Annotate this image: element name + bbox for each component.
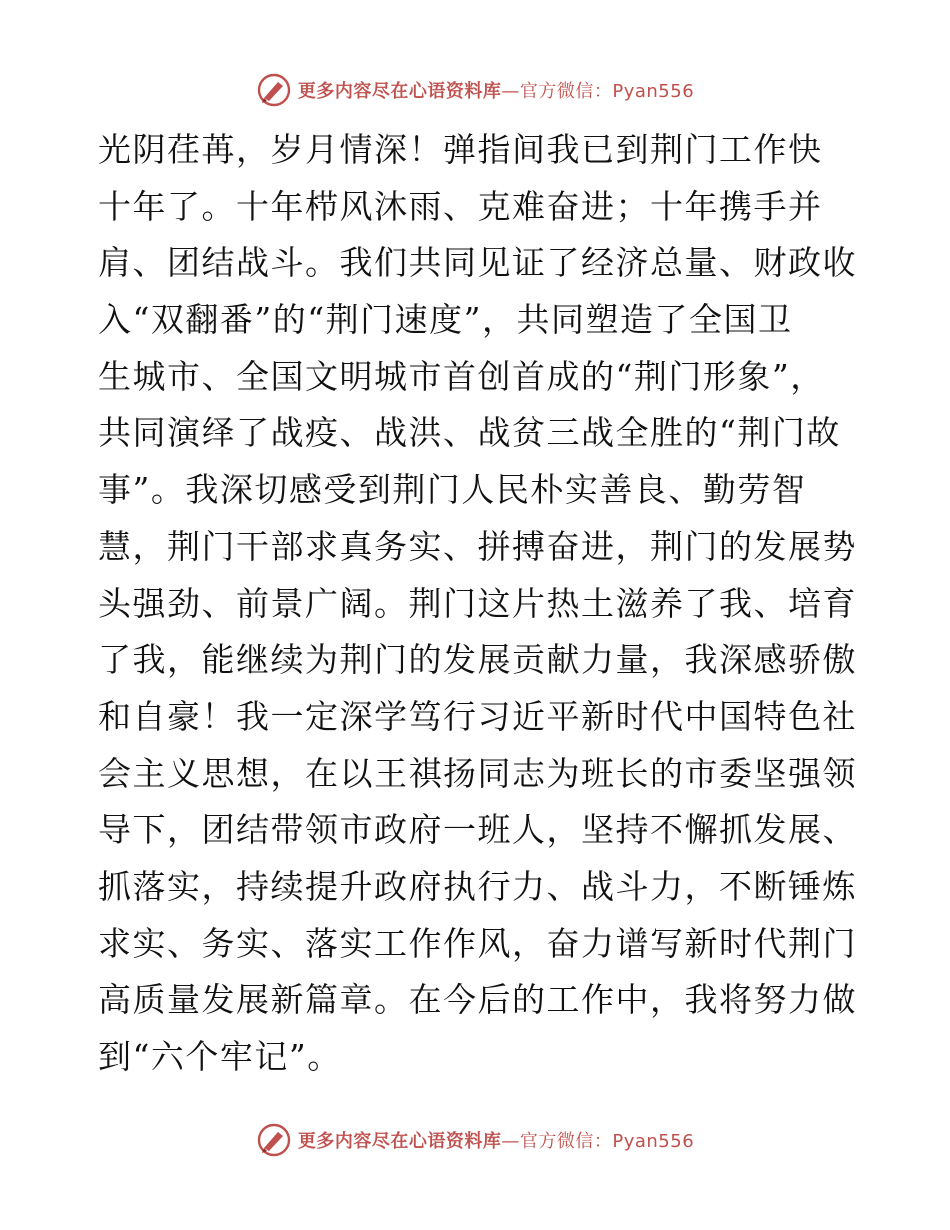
footer-banner	[0, 1122, 950, 1158]
banner-wechat-id: Pyan556	[612, 1131, 695, 1152]
banner-main-text: 更多内容尽在心语资料库	[297, 81, 502, 102]
body-line: 共同演绎了战疫、战洪、战贫三战全胜的“荆门故	[98, 413, 841, 453]
body-line: 导下，团结带领市政府一班人，坚持不懈抓发展、	[98, 810, 857, 850]
document-body	[98, 122, 858, 1086]
pen-logo-icon	[256, 1122, 292, 1158]
pen-logo-icon	[256, 72, 292, 108]
banner-wechat-label: 官方微信：	[519, 1131, 613, 1152]
body-line: 生城市、全国文明城市首创首成的“荆门形象”，	[98, 356, 825, 396]
body-line: 到“六个牢记”。	[98, 1037, 342, 1076]
body-line: 入“双翻番”的“荆门速度”，共同塑造了全国卫	[98, 300, 793, 340]
body-line: 慧，荆门干部求真务实、拼搏奋进，荆门的发展势	[98, 526, 857, 566]
body-line: 和自豪！我一定深学笃行习近平新时代中国特色社	[98, 696, 857, 736]
header-banner	[0, 72, 950, 108]
body-line: 十年了。十年栉风沐雨、克难奋进；十年携手并	[98, 186, 823, 226]
banner-dash: —	[501, 81, 520, 102]
banner-wechat-label: 官方微信：	[519, 81, 613, 102]
body-line: 肩、团结战斗。我们共同见证了经济总量、财政收	[98, 243, 857, 283]
body-line: 抓落实，持续提升政府执行力、战斗力，不断锤炼	[98, 866, 857, 906]
body-line: 了我，能继续为荆门的发展贡献力量，我深感骄傲	[98, 640, 857, 680]
body-line: 头强劲、前景广阔。荆门这片热土滋养了我、培育	[98, 583, 857, 623]
body-line: 事”。我深切感受到荆门人民朴实善良、勤劳智	[98, 470, 807, 510]
banner-main-text: 更多内容尽在心语资料库	[297, 1131, 502, 1152]
body-line: 光阴荏苒，岁月情深！弹指间我已到荆门工作快	[98, 130, 823, 169]
banner-text	[298, 77, 694, 103]
body-line: 会主义思想，在以王祺扬同志为班长的市委坚强领	[98, 753, 857, 793]
body-line: 高质量发展新篇章。在今后的工作中，我将努力做	[98, 980, 857, 1020]
banner-dash: —	[501, 1131, 520, 1152]
body-line: 求实、务实、落实工作作风，奋力谱写新时代荆门	[98, 923, 857, 963]
banner-wechat-id: Pyan556	[612, 81, 695, 102]
banner-text	[298, 1127, 694, 1153]
